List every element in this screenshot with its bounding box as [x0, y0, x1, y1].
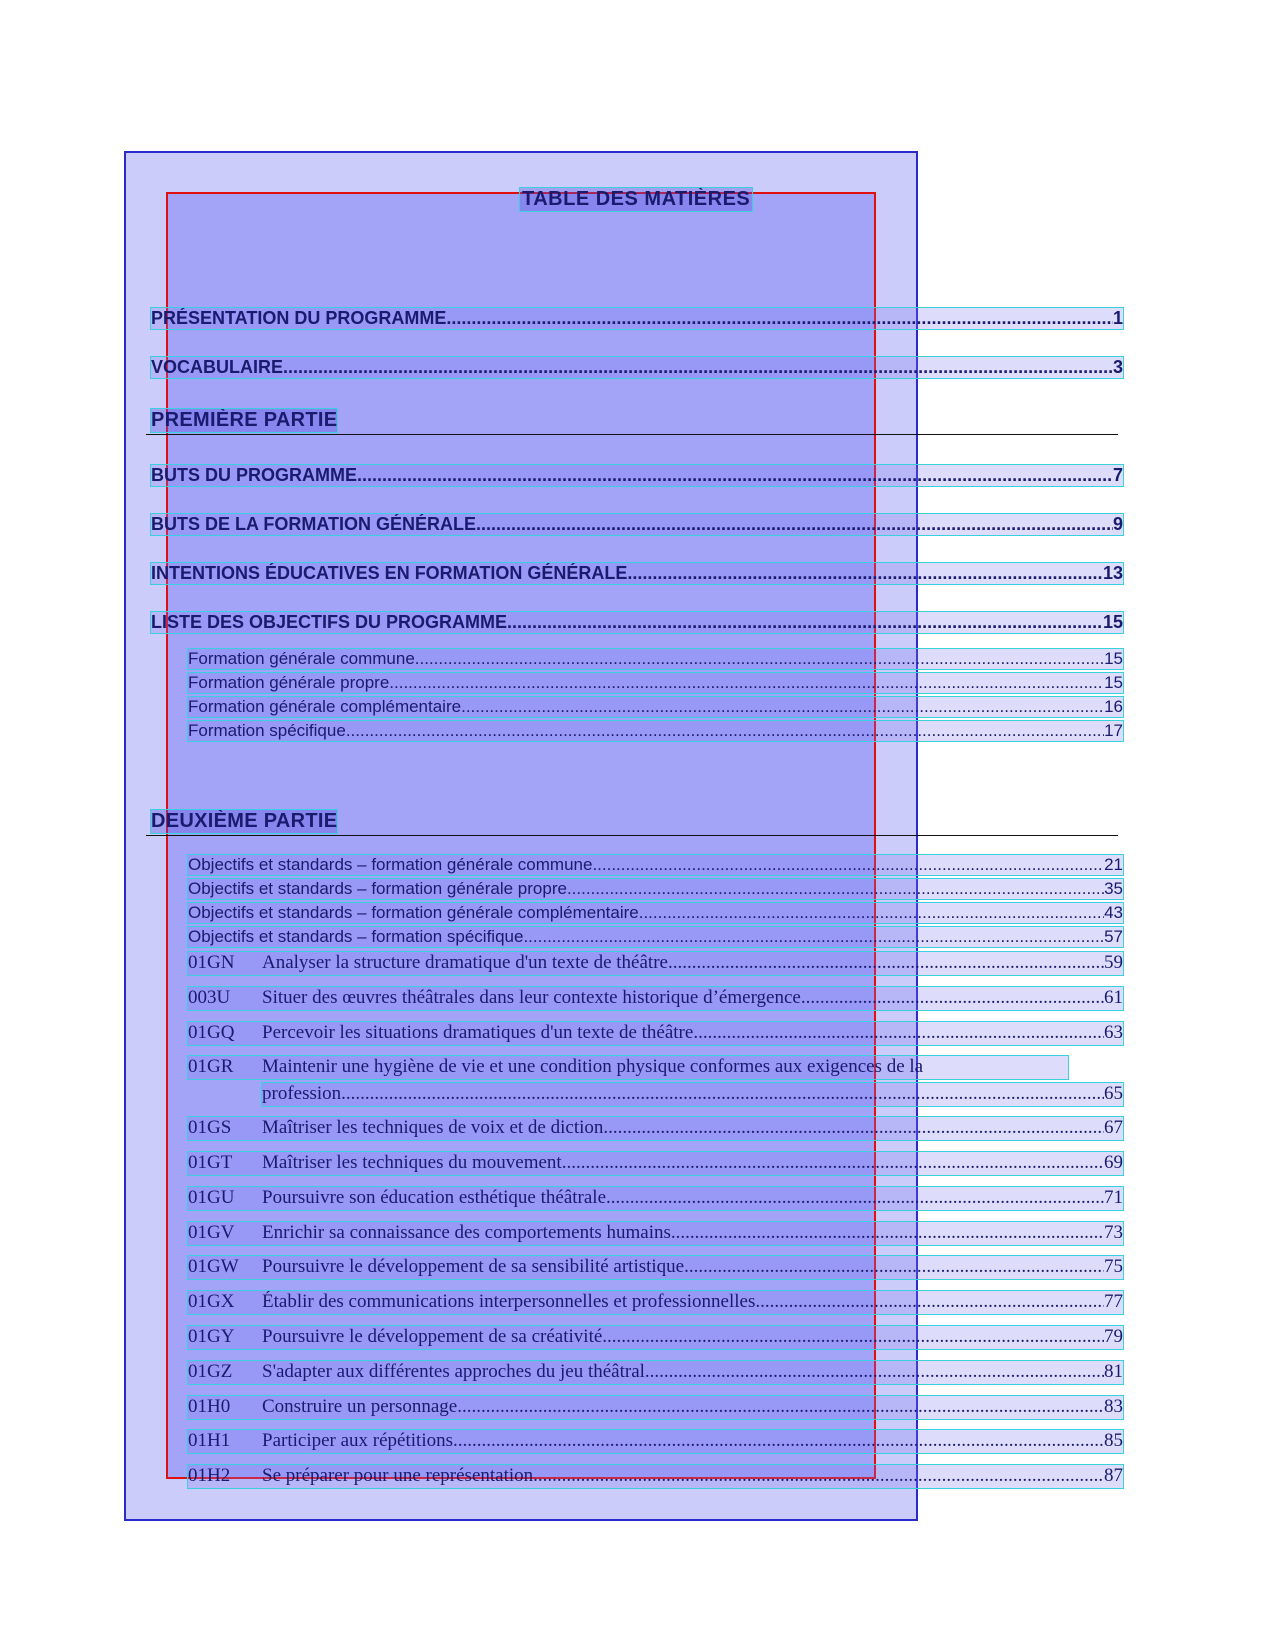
toc-entry-label: Objectifs et standards – formation générale propre — [188, 879, 567, 898]
objective-label: Poursuivre son éducation esthétique théâtrale. — [262, 1187, 611, 1208]
toc-leader-dots — [566, 1152, 1104, 1174]
objective-code: 01GN — [188, 952, 235, 973]
section-heading-part1: PREMIÈRE PARTIE — [151, 409, 338, 431]
toc-page-number: 43 — [1104, 903, 1123, 922]
objective-code: 003U — [188, 987, 231, 1008]
toc-page-number: 15 — [1102, 612, 1123, 632]
objective-label: Percevoir les situations dramatiques d'un texte de théâtre. — [262, 1022, 699, 1043]
objective-label: profession. — [262, 1083, 346, 1104]
objective-entry[interactable] — [188, 1222, 1123, 1245]
objective-label: Établir des communications interpersonnelles et professionnelles. — [262, 1291, 761, 1312]
toc-entry-label: PRÉSENTATION DU PROGRAMME — [151, 308, 447, 328]
toc-page-number: 77 — [1104, 1291, 1123, 1312]
objective-entry[interactable] — [188, 1056, 1068, 1079]
toc-page-number: 15 — [1104, 649, 1123, 668]
objective-code: 01H2 — [188, 1465, 231, 1486]
toc-page-number: 71 — [1104, 1187, 1123, 1208]
toc-leader-dots — [523, 927, 1104, 947]
toc-leader-dots — [567, 879, 1104, 899]
toc-subentry[interactable] — [188, 879, 1123, 899]
toc-entry-label: Formation générale complémentaire — [188, 697, 462, 716]
toc-page-number: 17 — [1104, 721, 1123, 740]
objective-code: 01GT — [188, 1152, 233, 1173]
toc-page-number: 81 — [1104, 1361, 1123, 1382]
objective-label: Participer aux répétitions. — [262, 1430, 458, 1451]
toc-entry-label: Objectifs et standards – formation générale complémentaire — [188, 903, 639, 922]
toc-subentry[interactable] — [188, 721, 1123, 741]
objective-entry[interactable] — [188, 1152, 1123, 1175]
objective-code: 01GR — [188, 1056, 234, 1077]
objective-code: 01GY — [188, 1326, 235, 1347]
toc-leader-dots — [446, 308, 1113, 329]
toc-leader-dots — [462, 1396, 1104, 1418]
toc-entry-label: Formation générale commune — [188, 649, 415, 668]
section-rule — [146, 835, 1118, 836]
toc-subentry[interactable] — [188, 855, 1123, 875]
toc-leader-dots — [806, 987, 1104, 1009]
toc-leader-dots — [608, 1117, 1104, 1139]
toc-page-number: 16 — [1104, 697, 1123, 716]
toc-entry-vocabulaire[interactable] — [151, 357, 1123, 378]
objective-entry[interactable] — [188, 1117, 1123, 1140]
toc-entry-label: Objectifs et standards – formation générale commune — [188, 855, 593, 874]
objective-entry[interactable] — [188, 1361, 1123, 1384]
objective-code: 01GS — [188, 1117, 232, 1138]
toc-page-number: 35 — [1104, 879, 1123, 898]
toc-entry-label: Objectifs et standards – formation spécifique — [188, 927, 524, 946]
toc-entry-label: Formation spécifique — [188, 721, 346, 740]
objective-label: Situer des œuvres théâtrales dans leur contexte historique d’émergence. — [262, 987, 806, 1008]
toc-page-number: 67 — [1104, 1117, 1123, 1138]
toc-leader-dots — [458, 1430, 1104, 1452]
toc-page-number: 87 — [1104, 1465, 1123, 1486]
toc-page-number: 61 — [1104, 987, 1123, 1008]
toc-leader-dots — [346, 721, 1104, 741]
toc-entry-label: BUTS DU PROGRAMME — [151, 465, 357, 485]
toc-subentry[interactable] — [188, 673, 1123, 693]
objective-label: Maintenir une hygiène de vie et une condition physique conformes aux exigences de la — [262, 1056, 924, 1077]
objective-entry[interactable] — [188, 1187, 1123, 1210]
toc-page-number: 79 — [1104, 1326, 1123, 1347]
toc-page-number: 65 — [1104, 1083, 1123, 1104]
toc-entry-buts-programme[interactable] — [151, 465, 1123, 486]
toc-leader-dots — [538, 1465, 1104, 1487]
toc-page-number: 69 — [1104, 1152, 1123, 1173]
toc-leader-dots — [283, 357, 1113, 378]
objective-entry[interactable] — [188, 952, 1123, 975]
toc-page-number: 59 — [1104, 952, 1123, 973]
toc-entry-label: VOCABULAIRE — [151, 357, 284, 377]
objective-label: S'adapter aux différentes approches du jeu théâtral. — [262, 1361, 650, 1382]
toc-entry-label: BUTS DE LA FORMATION GÉNÉRALE — [151, 514, 476, 534]
toc-leader-dots — [639, 903, 1104, 923]
objective-label: Construire un personnage. — [262, 1396, 462, 1417]
objective-label: Poursuivre le développement de sa créativité. — [262, 1326, 608, 1347]
objective-entry[interactable] — [188, 1396, 1123, 1419]
objective-entry[interactable] — [188, 1022, 1123, 1045]
objective-entry[interactable] — [188, 1291, 1123, 1314]
toc-leader-dots — [415, 649, 1104, 669]
section-rule — [146, 434, 1118, 435]
objective-label: Enrichir sa connaissance des comportements humains. — [262, 1222, 676, 1243]
toc-entry-presentation[interactable] — [151, 308, 1123, 329]
objective-entry[interactable] — [188, 987, 1123, 1010]
toc-page-number: 83 — [1104, 1396, 1123, 1417]
toc-leader-dots — [461, 697, 1104, 717]
toc-leader-dots — [627, 563, 1103, 584]
toc-page-number: 21 — [1104, 855, 1123, 874]
toc-page-number: 3 — [1112, 357, 1123, 377]
objective-code: 01GV — [188, 1222, 235, 1243]
objective-entry[interactable] — [188, 1430, 1123, 1453]
toc-page-number: 75 — [1104, 1256, 1123, 1277]
toc-page-number: 15 — [1104, 673, 1123, 692]
objective-code: 01GZ — [188, 1361, 233, 1382]
objective-code: 01H0 — [188, 1396, 231, 1417]
toc-page-number: 1 — [1112, 308, 1123, 328]
objective-code: 01GW — [188, 1256, 239, 1277]
toc-entry-label: INTENTIONS ÉDUCATIVES EN FORMATION GÉNÉRALE — [151, 563, 628, 583]
toc-page-number: 9 — [1112, 514, 1123, 534]
toc-leader-dots — [650, 1361, 1104, 1383]
toc-entry-liste-objectifs[interactable] — [151, 612, 1123, 633]
objective-entry-continuation[interactable] — [262, 1083, 1123, 1106]
toc-leader-dots — [676, 1222, 1104, 1244]
objective-code: 01GU — [188, 1187, 235, 1208]
toc-subentry[interactable] — [188, 649, 1123, 669]
toc-leader-dots — [673, 952, 1104, 974]
objective-entry[interactable] — [188, 1256, 1123, 1279]
toc-leader-dots — [476, 514, 1113, 535]
objective-label: Analyser la structure dramatique d'un texte de théâtre. — [262, 952, 673, 973]
toc-entry-intentions[interactable] — [151, 563, 1123, 584]
toc-page-number: 7 — [1112, 465, 1123, 485]
toc-leader-dots — [760, 1291, 1104, 1313]
objective-entry[interactable] — [188, 1465, 1123, 1488]
toc-leader-dots — [357, 465, 1113, 486]
objective-code: 01H1 — [188, 1430, 231, 1451]
toc-subentry[interactable] — [188, 903, 1123, 923]
toc-leader-dots — [346, 1083, 1104, 1105]
toc-entry-buts-formation[interactable] — [151, 514, 1123, 535]
toc-subentry[interactable] — [188, 927, 1123, 947]
toc-page-number: 85 — [1104, 1430, 1123, 1451]
toc-leader-dots — [507, 612, 1103, 633]
toc-leader-dots — [592, 855, 1104, 875]
objective-label: Poursuivre le développement de sa sensibilité artistique. — [262, 1256, 689, 1277]
toc-leader-dots — [689, 1256, 1104, 1278]
objective-label: Maîtriser les techniques du mouvement. — [262, 1152, 567, 1173]
objective-entry[interactable] — [188, 1326, 1123, 1349]
objective-label: Se préparer pour une représentation. — [262, 1465, 538, 1486]
section-heading-part2: DEUXIÈME PARTIE — [151, 810, 338, 832]
toc-page-number: 63 — [1104, 1022, 1123, 1043]
toc-subentry[interactable] — [188, 697, 1123, 717]
objective-label: Maîtriser les techniques de voix et de diction. — [262, 1117, 609, 1138]
toc-leader-dots — [389, 673, 1104, 693]
toc-entry-label: Formation générale propre — [188, 673, 390, 692]
toc-leader-dots — [698, 1022, 1104, 1044]
page-title: TABLE DES MATIÈRES — [522, 188, 751, 210]
toc-page-number: 13 — [1102, 563, 1123, 583]
objective-code: 01GQ — [188, 1022, 235, 1043]
toc-leader-dots — [607, 1326, 1104, 1348]
toc-entry-label: LISTE DES OBJECTIFS DU PROGRAMME — [151, 612, 508, 632]
objective-code: 01GX — [188, 1291, 235, 1312]
toc-leader-dots — [611, 1187, 1104, 1209]
toc-page-number: 73 — [1104, 1222, 1123, 1243]
toc-page-number: 57 — [1104, 927, 1123, 946]
